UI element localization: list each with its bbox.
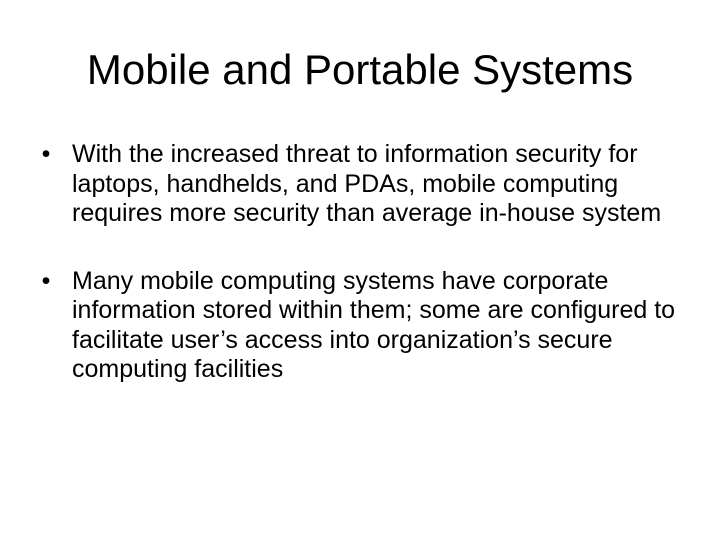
bullet-text: With the increased threat to information security for laptops, handhelds, and PDAs, mobile computing requires more security than average in-house system (72, 140, 662, 227)
bullet-item (36, 267, 686, 385)
bullet-list (36, 140, 686, 423)
bullet-text: Many mobile computing systems have corporate information stored within them; some are configured to facilitate user’s access into organization’s secure computing facilities (72, 266, 676, 383)
slide-title: Mobile and Portable Systems (86, 46, 634, 93)
bullet-icon: • (41, 266, 51, 295)
bullet-icon: • (41, 140, 51, 168)
bullet-item (36, 140, 686, 229)
